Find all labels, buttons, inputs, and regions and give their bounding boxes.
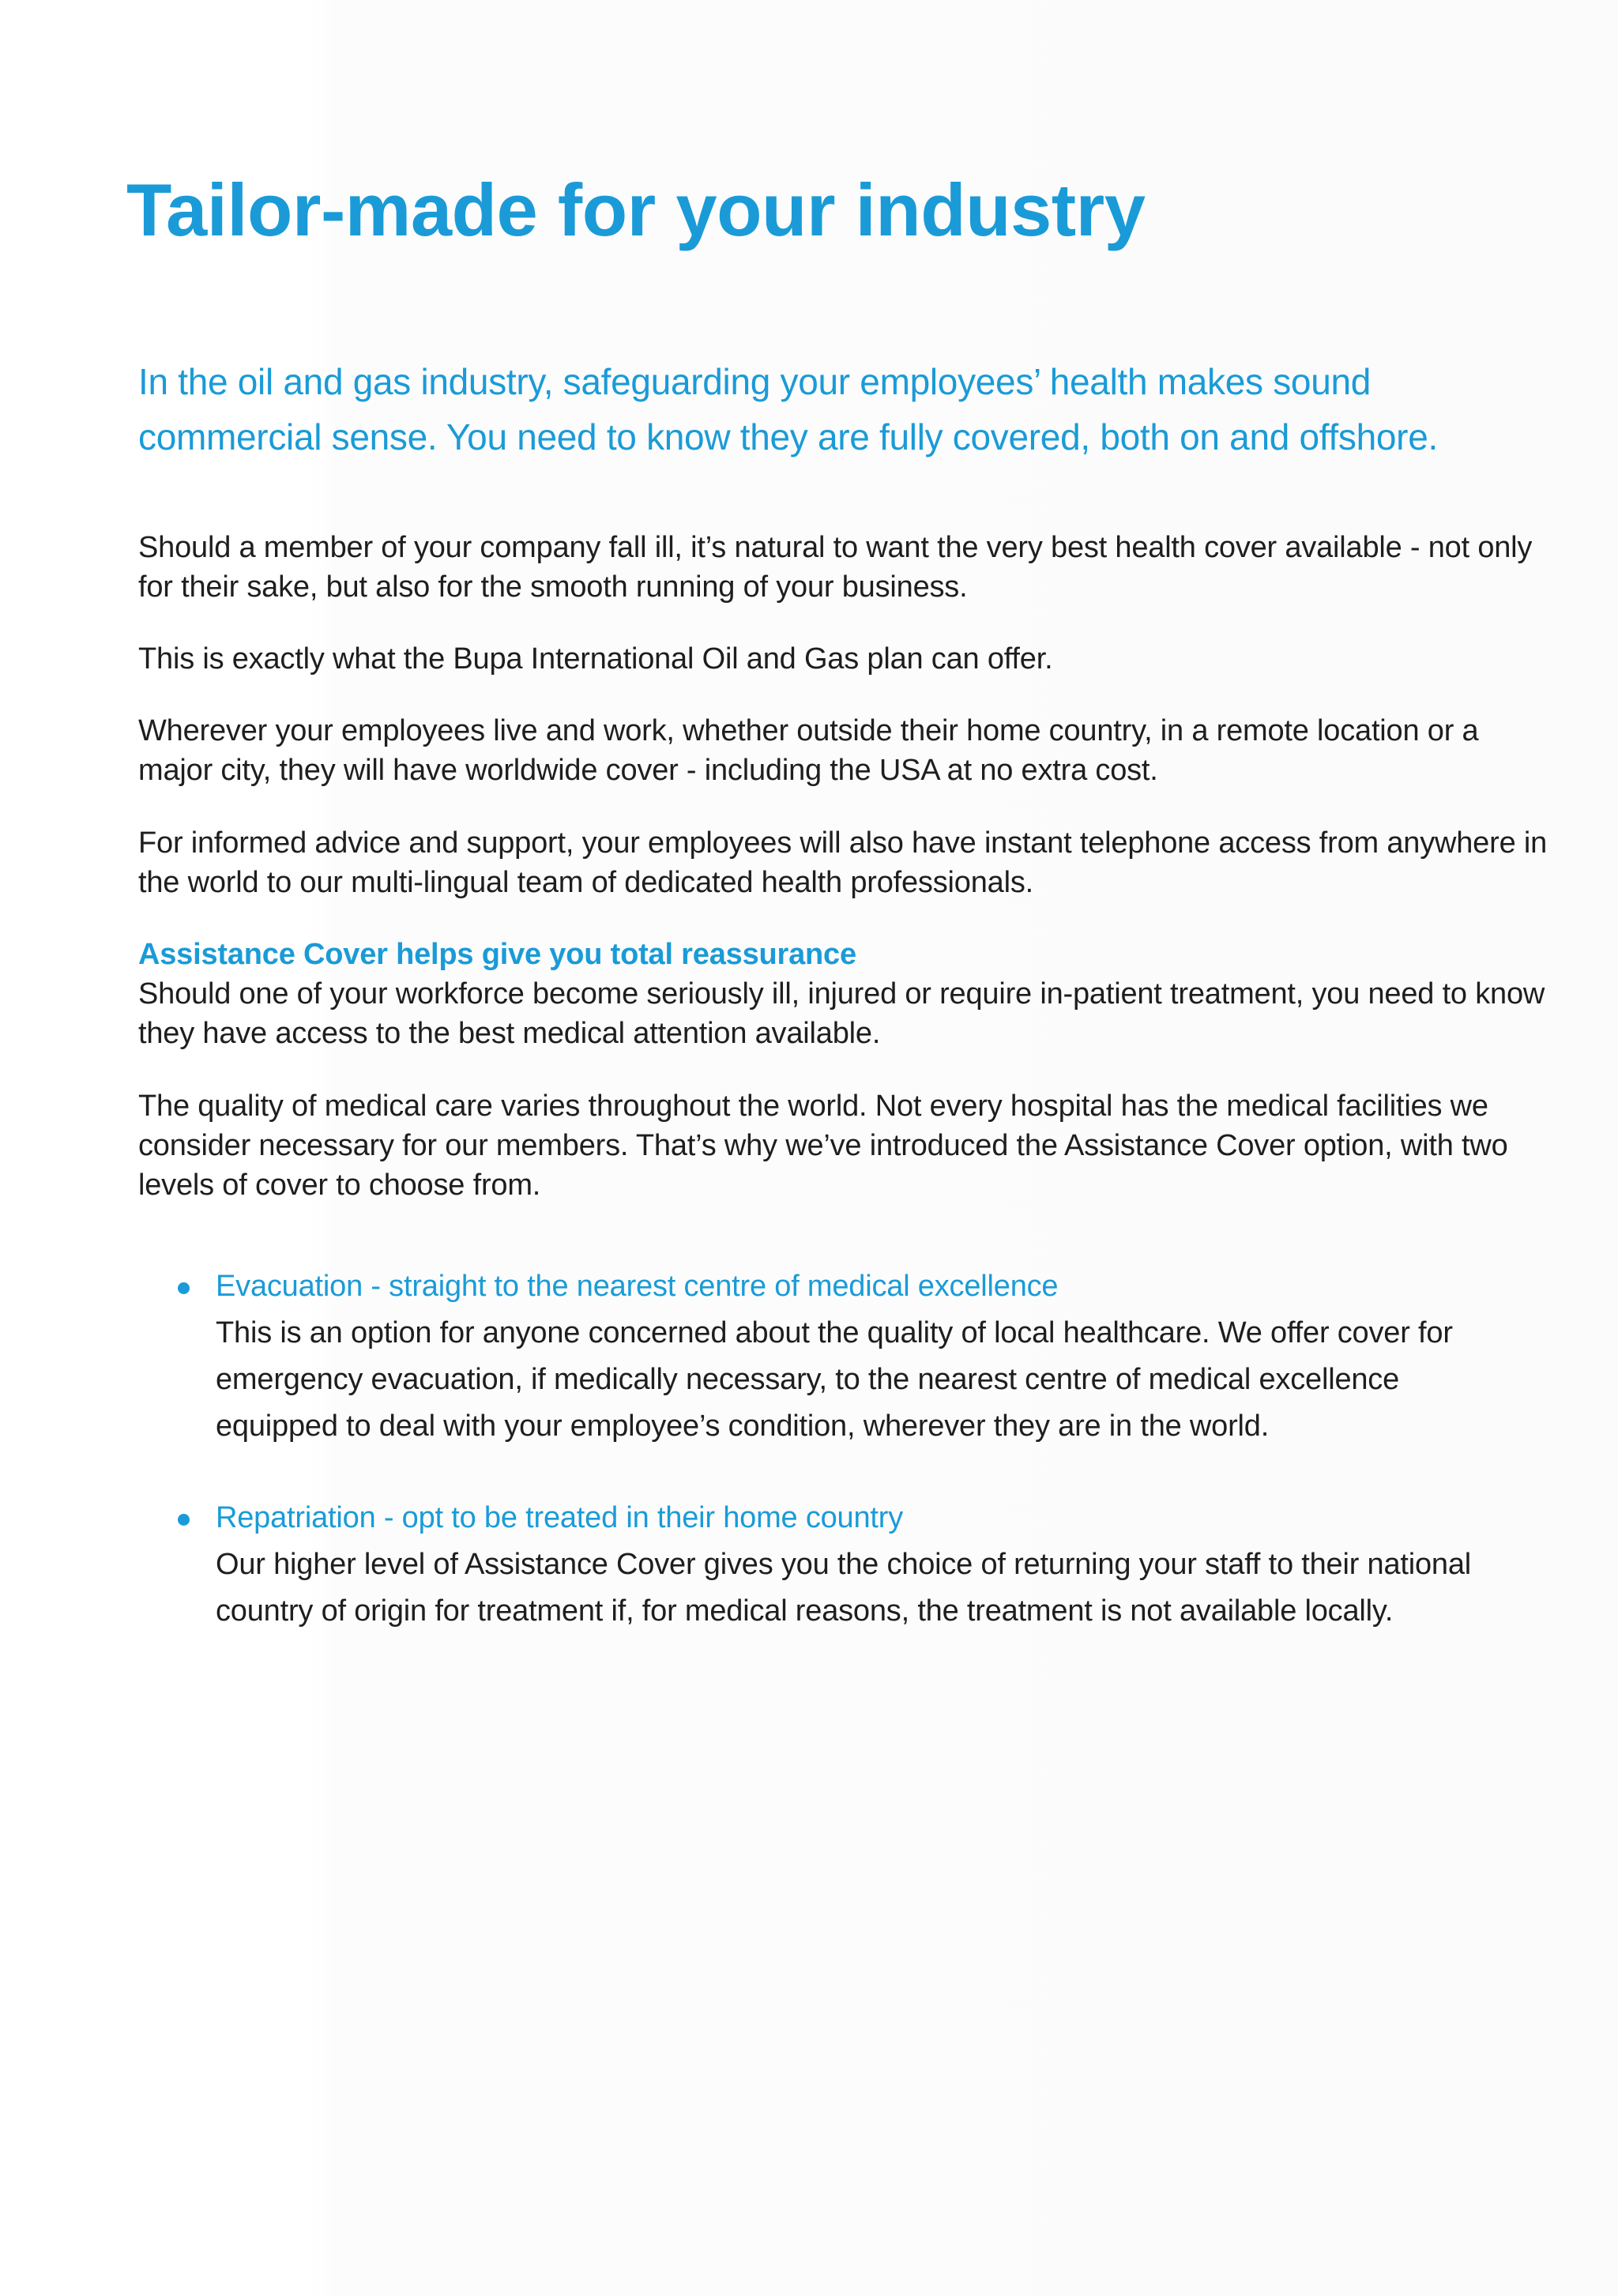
body-paragraph-cover: Should a member of your company fall ill, it’s natural to want the very best health cover available - not only for their sake, but also for the smooth running of your business.	[138, 531, 1533, 604]
body-paragraph-plan: This is exactly what the Bupa International Oil and Gas plan can offer.	[138, 642, 1053, 676]
assistance-paragraph-quality: The quality of medical care varies throughout the world. Not every hospital has the medical facilities we consider necessary for our members. That’s why we’ve introduced the Assistance Cover option, with two levels of cover to choose from.	[138, 1090, 1508, 1202]
option-body-evacuation: This is an option for anyone concerned about the quality of local healthcare. We offer cover for emergency evacuation, if medically necessary, to the nearest centre of medical excellence equipped to deal with your employee’s condition, wherever they are in the world.	[216, 1316, 1453, 1443]
assistance-paragraph-access: Should one of your workforce become seriously ill, injured or require in-patient treatment, you need to know they have access to the best medical attention available.	[138, 977, 1545, 1050]
assistance-heading: Assistance Cover helps give you total reassurance	[138, 938, 856, 971]
bullet-icon	[178, 1282, 190, 1294]
page-title: Tailor-made for your industry	[126, 168, 1146, 251]
body-paragraph-worldwide: Wherever your employees live and work, whether outside their home country, in a remote location or a major city, they will have worldwide cover - including the USA at no extra cost.	[138, 714, 1479, 787]
option-title-repatriation: Repatriation - opt to be treated in their home country	[216, 1501, 904, 1534]
bullet-icon	[178, 1514, 190, 1526]
option-body-repatriation: Our higher level of Assistance Cover gives you the choice of returning your staff to their national country of origin for treatment if, for medical reasons, the treatment is not available locally.	[216, 1548, 1472, 1628]
option-title-evacuation: Evacuation - straight to the nearest centre of medical excellence	[216, 1270, 1059, 1303]
body-paragraph-advice: For informed advice and support, your employees will also have instant telephone access from anywhere in the world to our multi-lingual team of dedicated health professionals.	[138, 826, 1548, 899]
intro-paragraph: In the oil and gas industry, safeguarding your employees’ health makes sound commercial sense. You need to know they are fully covered, both on and offshore.	[138, 361, 1438, 457]
